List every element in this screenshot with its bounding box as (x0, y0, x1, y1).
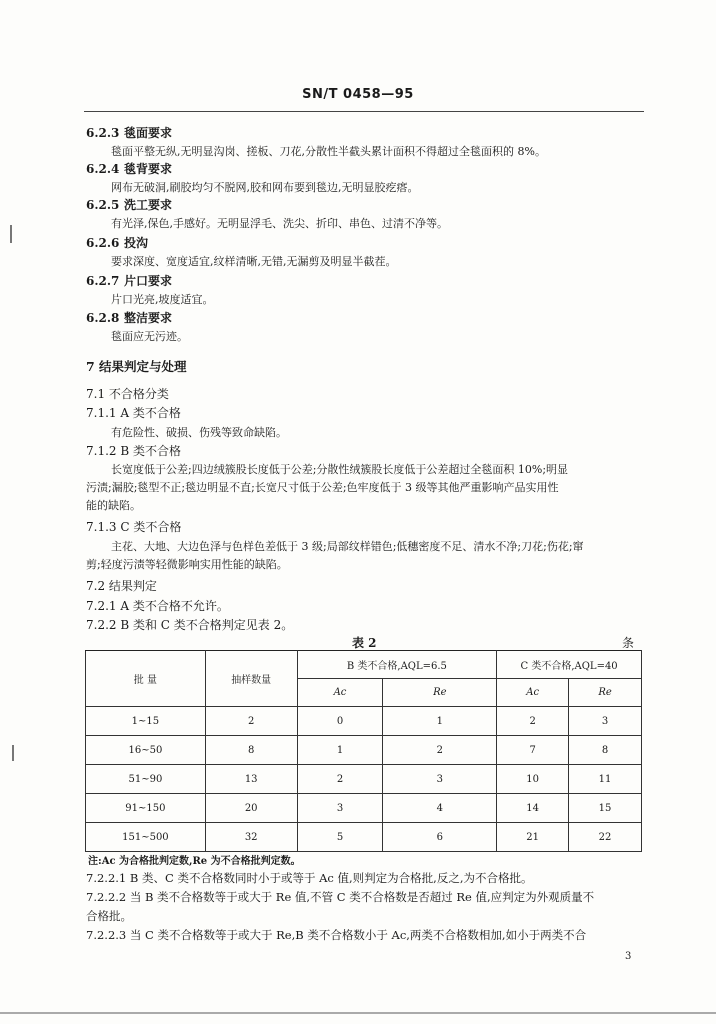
table-cell: 14 (497, 794, 569, 823)
table-note: 注:Ac 为合格批判定数,Re 为不合格批判定数。 (88, 856, 301, 867)
table-cell: 91~150 (86, 794, 206, 823)
table-row (86, 707, 642, 736)
table-row (86, 736, 642, 765)
table-cell: 8 (205, 736, 297, 765)
section-6-2-5-body: 有光泽,保色,手感好。无明显浮毛、洗尖、折印、串色、过清不净等。 (111, 217, 448, 230)
section-7-1-3-line-2: 剪;轻度污渍等轻微影响实用性能的缺陷。 (86, 558, 288, 571)
table-unit: 条 (622, 636, 635, 650)
table-cell: 22 (569, 823, 642, 852)
section-6-2-3-heading: 6.2.3 毯面要求 (86, 126, 173, 140)
col-header-b-class: B 类不合格,AQL=6.5 (297, 651, 497, 679)
section-7-1-2-heading: 7.1.2 B 类不合格 (86, 444, 181, 458)
table-cell: 2 (383, 736, 497, 765)
scan-edge (0, 1012, 716, 1014)
section-7-2-heading: 7.2 结果判定 (86, 579, 157, 593)
section-7-2-1: 7.2.1 A 类不合格不允许。 (86, 599, 229, 613)
col-header-c-ac: Ac (497, 679, 569, 707)
section-7-1-heading: 7.1 不合格分类 (86, 387, 169, 401)
table-cell: 0 (297, 707, 383, 736)
table-cell: 20 (205, 794, 297, 823)
table-cell: 1~15 (86, 707, 206, 736)
table-cell: 10 (497, 765, 569, 794)
col-header-batch: 批 量 (86, 651, 206, 707)
section-7-1-3-heading: 7.1.3 C 类不合格 (86, 520, 182, 534)
section-6-2-4-heading: 6.2.4 毯背要求 (86, 162, 173, 176)
table-cell: 3 (569, 707, 642, 736)
section-6-2-6-body: 要求深度、宽度适宜,纹样清晰,无错,无漏剪及明显半截茬。 (111, 255, 397, 268)
section-6-2-8-body: 毯面应无污迹。 (111, 330, 188, 343)
table-cell: 1 (297, 736, 383, 765)
table-cell: 6 (383, 823, 497, 852)
col-header-sample-size: 抽样数量 (205, 651, 297, 707)
section-7-1-1-heading: 7.1.1 A 类不合格 (86, 406, 181, 420)
scan-mark (10, 225, 12, 243)
scan-mark (12, 745, 14, 761)
col-header-b-re: Re (383, 679, 497, 707)
table-cell: 4 (383, 794, 497, 823)
section-6-2-6-heading: 6.2.6 投沟 (86, 236, 149, 250)
section-7-2-2-3: 7.2.2.3 当 C 类不合格数等于或大于 Re,B 类不合格数小于 Ac,两类不合格数相加,如小于两类不合 (86, 928, 587, 942)
table-cell: 21 (497, 823, 569, 852)
table-cell: 1 (383, 707, 497, 736)
table-cell: 2 (497, 707, 569, 736)
table-cell: 2 (205, 707, 297, 736)
section-6-2-3-body: 毯面平整无纵,无明显沟岗、搓板、刀花,分散性半截头累计面积不得超过全毯面积的 8%。 (111, 145, 546, 158)
table-cell: 5 (297, 823, 383, 852)
section-7-1-1-body: 有危险性、破损、伤残等致命缺陷。 (111, 426, 287, 439)
table-cell: 51~90 (86, 765, 206, 794)
table-cell: 32 (205, 823, 297, 852)
page-number: 3 (625, 951, 632, 962)
table-cell: 151~500 (86, 823, 206, 852)
header-rule (84, 111, 644, 112)
table-row (86, 823, 642, 852)
section-7-1-3-line-1: 主花、大地、大边色泽与色样色差低于 3 级;局部纹样错色;低穗密度不足、清水不净;刀花;伤花;窜 (111, 540, 584, 553)
section-7-1-2-line-3: 能的缺陷。 (86, 499, 141, 512)
col-header-c-re: Re (569, 679, 642, 707)
chapter-7-heading: 7 结果判定与处理 (86, 359, 187, 374)
table-cell: 8 (569, 736, 642, 765)
table-cell: 16~50 (86, 736, 206, 765)
table-cell: 7 (497, 736, 569, 765)
table-header-row-1 (86, 651, 642, 679)
section-7-2-2: 7.2.2 B 类和 C 类不合格判定见表 2。 (86, 618, 294, 632)
table-cell: 15 (569, 794, 642, 823)
section-7-1-2-line-1: 长宽度低于公差;四边绒簇股长度低于公差;分散性绒簇股长度低于公差超过全毯面积 10%;明显 (111, 463, 569, 476)
col-header-c-class: C 类不合格,AQL=40 (497, 651, 642, 679)
section-7-1-2-line-2: 污渍;漏胶;毯型不正;毯边明显不直;长宽尺寸低于公差;色牢度低于 3 级等其他严重影响产品实用性 (86, 481, 559, 494)
table-cell: 11 (569, 765, 642, 794)
section-7-2-2-2-line-1: 7.2.2.2 当 B 类不合格数等于或大于 Re 值,不管 C 类不合格数是否超过 Re 值,应判定为外观质量不 (86, 890, 595, 904)
table-cell: 13 (205, 765, 297, 794)
section-6-2-5-heading: 6.2.5 洗工要求 (86, 198, 173, 212)
section-7-2-2-1: 7.2.2.1 B 类、C 类不合格数同时小于或等于 Ac 值,则判定为合格批,反之,为不合格批。 (86, 871, 533, 885)
table-cell: 3 (383, 765, 497, 794)
section-7-2-2-2-line-2: 合格批。 (86, 909, 132, 923)
table-cell: 2 (297, 765, 383, 794)
table-row (86, 765, 642, 794)
table-cell: 3 (297, 794, 383, 823)
standard-header: SN/T 0458—95 (302, 87, 414, 102)
table-caption: 表 2 (352, 636, 377, 650)
judgment-table (85, 650, 642, 852)
section-6-2-7-body: 片口光亮,坡度适宜。 (111, 293, 214, 306)
col-header-b-ac: Ac (297, 679, 383, 707)
section-6-2-8-heading: 6.2.8 整洁要求 (86, 311, 173, 325)
section-6-2-7-heading: 6.2.7 片口要求 (86, 274, 173, 288)
section-6-2-4-body: 网布无破洞,刷胶均匀不脱网,胶和网布要到毯边,无明显胶疙瘩。 (111, 181, 419, 194)
table-row (86, 794, 642, 823)
